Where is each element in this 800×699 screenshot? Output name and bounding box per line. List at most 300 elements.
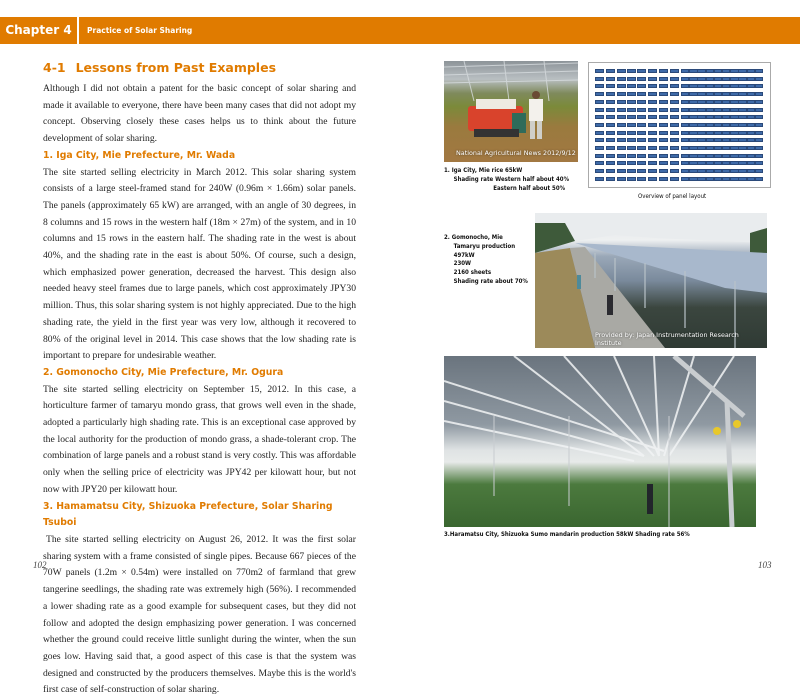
panel-west: [637, 177, 646, 181]
panel-east: [681, 146, 689, 150]
panel-east: [722, 161, 730, 165]
banner-divider: [77, 17, 79, 44]
panel-west: [617, 84, 626, 88]
panel-east: [697, 177, 705, 181]
panel-east: [714, 100, 722, 104]
panel-east: [722, 84, 730, 88]
panel-west: [637, 169, 646, 173]
panel-west: [595, 115, 604, 119]
caption-line: 230W: [453, 260, 472, 268]
panel-east: [681, 77, 689, 81]
panel-east: [706, 69, 714, 73]
panel-west: [637, 84, 646, 88]
panel-east: [689, 177, 697, 181]
panel-west: [617, 100, 626, 104]
panel-east: [697, 161, 705, 165]
panel-west: [617, 161, 626, 165]
panel-west: [595, 146, 604, 150]
panel-west: [659, 131, 668, 135]
panel-west: [648, 154, 657, 158]
panel-east: [706, 92, 714, 96]
panel-west: [595, 69, 604, 73]
panel-west: [617, 154, 626, 158]
panel-west: [637, 92, 646, 96]
panel-west: [659, 84, 668, 88]
panel-east: [738, 92, 746, 96]
panel-east: [697, 108, 705, 112]
panel-east: [755, 77, 763, 81]
panel-east: [738, 131, 746, 135]
panel-east: [738, 154, 746, 158]
panel-west: [670, 154, 679, 158]
panel-east: [681, 100, 689, 104]
panel-east: [681, 115, 689, 119]
panel-west: [606, 92, 615, 96]
panel-west: [670, 108, 679, 112]
panel-west: [659, 138, 668, 142]
panel-east: [738, 169, 746, 173]
caption-line: 1. Iga City, Mie rice 65kW: [444, 167, 523, 174]
panel-east: [738, 146, 746, 150]
panel-west: [659, 92, 668, 96]
panel-east: [730, 169, 738, 173]
page-number-right: 103: [758, 560, 772, 570]
panel-west: [617, 77, 626, 81]
panel-west: [606, 169, 615, 173]
panel-west: [627, 115, 636, 119]
panel-east: [706, 169, 714, 173]
panel-west: [670, 146, 679, 150]
panel-west: [637, 100, 646, 104]
panel-east: [697, 138, 705, 142]
panel-east: [722, 123, 730, 127]
panel-east: [747, 131, 755, 135]
panel-east: [697, 77, 705, 81]
panel-east: [730, 161, 738, 165]
panel-west: [637, 146, 646, 150]
panel-east: [747, 154, 755, 158]
panel-west: [670, 177, 679, 181]
panel-east: [730, 146, 738, 150]
panel-west: [595, 108, 604, 112]
panel-west: [648, 115, 657, 119]
panel-east: [681, 123, 689, 127]
panel-west: [627, 92, 636, 96]
panel-west: [637, 77, 646, 81]
panel-east: [747, 92, 755, 96]
panel-east: [706, 177, 714, 181]
panel-east: [681, 131, 689, 135]
case-heading: 3. Hamamatsu City, Shizuoka Prefecture, Solar Sharing Tsuboi: [43, 500, 333, 529]
panel-east: [706, 100, 714, 104]
panel-west: [670, 77, 679, 81]
panel-west: [648, 92, 657, 96]
panel-west: [659, 161, 668, 165]
panel-west: [637, 161, 646, 165]
panel-east: [722, 92, 730, 96]
panel-east: [738, 138, 746, 142]
panel-west: [606, 131, 615, 135]
panel-west: [648, 108, 657, 112]
panel-east: [697, 131, 705, 135]
panel-east: [681, 169, 689, 173]
panel-east: [706, 138, 714, 142]
panel-west: [617, 69, 626, 73]
panel-west: [670, 169, 679, 173]
panel-west: [617, 131, 626, 135]
panel-west: [670, 138, 679, 142]
panel-east: [747, 100, 755, 104]
panel-west: [627, 69, 636, 73]
panel-west: [648, 123, 657, 127]
panel-east: [681, 108, 689, 112]
panel-east: [697, 146, 705, 150]
panel-east: [755, 69, 763, 73]
panel-west: [659, 108, 668, 112]
panel-east: [706, 154, 714, 158]
photo-hamamatsu-drawing: [444, 356, 756, 527]
panel-east: [755, 84, 763, 88]
case-heading: 1. Iga City, Mie Prefecture, Mr. Wada: [43, 149, 236, 161]
panel-west: [595, 100, 604, 104]
panel-east: [747, 123, 755, 127]
panel-west: [606, 177, 615, 181]
case-body: The site started selling electricity on September 15, 2012. In this case, a horticulture farmer of tamaryu mondo grass, that grows well even in the shade, adopted a particularly high shading rate. This is an exceptional case approved by the local authority for the production of mondo grass, a shade-tolerant crop. The combination of large panels and a robust stand is very costly. This was affordable only when the selling price of electricity was JPY42 per kilowatt hour, but not now with JPY20 per kilowatt hour.: [43, 383, 356, 495]
panel-east: [714, 177, 722, 181]
section-title: Lessons from Past Examples: [75, 60, 277, 75]
panel-west: [627, 77, 636, 81]
panel-east: [681, 177, 689, 181]
photo-gomonocho: [535, 213, 767, 348]
panel-east: [689, 69, 697, 73]
panel-west: [659, 69, 668, 73]
panel-east: [681, 161, 689, 165]
panel-east: [755, 138, 763, 142]
panel-east: [738, 123, 746, 127]
panel-west: [670, 84, 679, 88]
panel-west: [648, 131, 657, 135]
section-number: 4-1: [43, 60, 66, 75]
photo-iga-city: [444, 61, 578, 162]
panel-east: [697, 115, 705, 119]
caption-fig2: [444, 234, 528, 287]
panel-west: [606, 115, 615, 119]
panel-east: [714, 161, 722, 165]
panel-west: [659, 154, 668, 158]
panel-east: [722, 138, 730, 142]
panel-west: [670, 69, 679, 73]
panel-west: [627, 177, 636, 181]
panel-east: [714, 84, 722, 88]
panel-east: [689, 146, 697, 150]
panel-east: [722, 108, 730, 112]
panel-west: [606, 77, 615, 81]
panel-east: [722, 77, 730, 81]
panel-east: [738, 69, 746, 73]
panel-east: [689, 77, 697, 81]
panel-east: [689, 115, 697, 119]
panel-east: [755, 123, 763, 127]
panel-west: [627, 131, 636, 135]
panel-east: [706, 123, 714, 127]
panel-west: [648, 138, 657, 142]
chapter-banner: [0, 17, 800, 44]
panel-east: [730, 115, 738, 119]
panel-west: [595, 169, 604, 173]
panel-west: [606, 146, 615, 150]
panel-east: [730, 100, 738, 104]
photo-credit-jiri: Provided by: Japan Instrumentation Research Institute: [595, 331, 739, 347]
panel-west: [659, 100, 668, 104]
panel-west: [627, 138, 636, 142]
panel-west: [648, 161, 657, 165]
panel-east: [730, 154, 738, 158]
panel-east: [722, 146, 730, 150]
panel-west: [617, 92, 626, 96]
photo-credit-news: National Agricultural News 2012/9/12: [456, 149, 576, 157]
panel-east: [755, 161, 763, 165]
panel-east: [755, 154, 763, 158]
caption-line: 2. Gomonocho, Mie: [444, 234, 503, 241]
panel-east: [697, 84, 705, 88]
panel-west: [617, 108, 626, 112]
panel-west: [595, 92, 604, 96]
panel-west: [627, 100, 636, 104]
panel-east: [689, 138, 697, 142]
panel-west: [637, 123, 646, 127]
intro-paragraph: Although I did not obtain a patent for the basic concept of solar sharing and made it available to everyone, there have been many cases that did not adopt my concept. Observing closely these cases helps us to think about the future development of solar sharing.: [43, 83, 356, 145]
panel-west: [670, 131, 679, 135]
panel-east: [697, 69, 705, 73]
case-heading: 2. Gomonocho City, Mie Prefecture, Mr. Ogura: [43, 366, 284, 378]
photo-iga-city-drawing: [444, 61, 578, 162]
panel-west: [670, 115, 679, 119]
panel-west: [627, 108, 636, 112]
panel-east: [706, 146, 714, 150]
chapter-label: Chapter 4: [5, 23, 72, 37]
panel-west: [670, 161, 679, 165]
panel-west: [606, 154, 615, 158]
caption-line: Eastern half about 50%: [493, 184, 566, 192]
panel-east: [747, 84, 755, 88]
panel-west: [659, 177, 668, 181]
panel-east: [714, 108, 722, 112]
panel-east: [747, 177, 755, 181]
panel-east: [722, 115, 730, 119]
panel-west: [617, 177, 626, 181]
panel-east: [681, 69, 689, 73]
panel-west: [637, 69, 646, 73]
caption-panel-layout: Overview of panel layout: [638, 193, 707, 200]
panel-east: [714, 131, 722, 135]
panel-west: [637, 115, 646, 119]
panel-east: [714, 169, 722, 173]
panel-east: [730, 138, 738, 142]
panel-east: [697, 154, 705, 158]
panel-east: [689, 123, 697, 127]
panel-west: [606, 123, 615, 127]
panel-east: [730, 84, 738, 88]
panel-west: [595, 123, 604, 127]
caption-line: Tamaryu production: [453, 242, 516, 250]
panel-east: [747, 169, 755, 173]
panel-west: [627, 154, 636, 158]
panel-east: [722, 154, 730, 158]
panel-west: [617, 123, 626, 127]
panel-east: [747, 77, 755, 81]
panel-west: [627, 146, 636, 150]
panel-west: [659, 115, 668, 119]
panel-east: [747, 115, 755, 119]
page-number-left: 102: [33, 560, 47, 570]
case-body: The site started selling electricity in March 2012. This solar sharing system consists of a large steel-framed stand for 240W (0.96m × 1.66m) solar panels. The panels (approximately 65 kW) are arranged, with an angle of 30 degrees, in 8 columns and 15 rows in the western half (18m × 27m) of the system, and in 10 columns and 15 rows in the eastern half. The shading rate in the west is about 40%, and the shading rate in the east is about 50%. Of course, such a design, which emphasized power generation, decreased the harvest. This design also needed heavy steel frames due to large panels, which cost approximately JPY30 million. Thus, this solar sharing system is not highly appreciated. Due to the high shading rate, the yield in the first year was very low, although it recovered to 80% of the original level in 2014. This case shows that the low shading rate is important to prepare for undesirable weather.: [43, 166, 356, 362]
panel-east: [755, 131, 763, 135]
panel-west: [606, 100, 615, 104]
panel-east: [689, 84, 697, 88]
panel-west: [617, 115, 626, 119]
panel-west: [648, 177, 657, 181]
panel-east: [697, 92, 705, 96]
panel-west: [648, 84, 657, 88]
panel-west: [670, 100, 679, 104]
panel-east: [722, 177, 730, 181]
panel-east: [722, 169, 730, 173]
panel-west: [606, 108, 615, 112]
panel-east: [730, 77, 738, 81]
case-body: The site started selling electricity on August 26, 2012. It was the first solar sharing system with a frame consisted of single pipes. Because 667 pieces of the 70W panels (1.2m × 0.54m) were installed on 770m2 of farmland that grew tangerine seedlings, the shading rate was extremely high (56%). I recommended a lower shading rate as a good example for subsequent cases, but they did not follow and adopted the design emphasizing power generation. I was concerned whether the ground could receive little sunlight during the winter, when the sun goes low. Having said that, a good aspect of this case is that the system was designed and constructed by the producers themselves. Maybe this is the world's first case of self-construction of solar sharing.: [43, 533, 356, 696]
panel-east: [714, 69, 722, 73]
panel-east: [738, 177, 746, 181]
caption-fig1: [444, 167, 569, 193]
panel-west: [637, 138, 646, 142]
caption-line: Shading rate Western half about 40%: [453, 175, 570, 183]
panel-east: [738, 77, 746, 81]
panel-east: [755, 169, 763, 173]
panel-west: [637, 154, 646, 158]
photo-hamamatsu: [444, 356, 756, 527]
panel-west: [648, 146, 657, 150]
caption-fig3: 3.Haramatsu City, Shizuoka Sumo mandarin production 58kW Shading rate 56%: [444, 531, 690, 538]
caption-line: 2160 sheets: [453, 269, 492, 277]
panel-east: [755, 108, 763, 112]
panel-east: [714, 146, 722, 150]
panel-west: [595, 84, 604, 88]
panel-east: [747, 108, 755, 112]
panel-east: [755, 92, 763, 96]
panel-west: [595, 131, 604, 135]
caption-line: Shading rate about 70%: [453, 277, 528, 285]
panel-east: [689, 100, 697, 104]
panel-east: [714, 115, 722, 119]
panel-east: [706, 115, 714, 119]
panel-east: [706, 131, 714, 135]
panel-east: [689, 154, 697, 158]
panel-east: [730, 131, 738, 135]
panel-east: [681, 138, 689, 142]
panel-east: [722, 69, 730, 73]
panel-east: [730, 177, 738, 181]
panel-east: [689, 108, 697, 112]
panel-east: [738, 108, 746, 112]
panel-west: [670, 92, 679, 96]
panel-east: [747, 138, 755, 142]
panel-west: [637, 108, 646, 112]
panel-west: [627, 84, 636, 88]
panel-east: [706, 84, 714, 88]
chapter-subtitle: Practice of Solar Sharing: [87, 26, 193, 35]
panel-east: [714, 123, 722, 127]
panel-east: [730, 69, 738, 73]
panel-west: [648, 77, 657, 81]
panel-east: [738, 84, 746, 88]
panel-east: [697, 169, 705, 173]
panel-west: [659, 146, 668, 150]
panel-east: [706, 161, 714, 165]
panel-west: [637, 131, 646, 135]
panel-west: [627, 169, 636, 173]
panel-west: [606, 161, 615, 165]
panel-east: [714, 154, 722, 158]
panel-west: [670, 123, 679, 127]
panel-east: [681, 84, 689, 88]
panel-west: [627, 123, 636, 127]
panel-west: [648, 69, 657, 73]
panel-east: [714, 92, 722, 96]
panel-east: [697, 100, 705, 104]
panel-west: [595, 177, 604, 181]
panel-east: [689, 169, 697, 173]
panel-east: [755, 146, 763, 150]
panel-west: [659, 77, 668, 81]
panel-west: [617, 146, 626, 150]
panel-east: [722, 131, 730, 135]
panel-layout-diagram: [588, 62, 771, 188]
panel-east: [755, 177, 763, 181]
panel-east: [681, 92, 689, 96]
panel-west: [659, 169, 668, 173]
panel-east: [689, 161, 697, 165]
panel-west: [595, 154, 604, 158]
panel-west: [606, 84, 615, 88]
panel-east: [755, 100, 763, 104]
panel-west: [627, 161, 636, 165]
panel-west: [648, 100, 657, 104]
panel-west: [617, 138, 626, 142]
panel-east: [738, 100, 746, 104]
panel-west: [648, 169, 657, 173]
panel-west: [595, 161, 604, 165]
panel-east: [714, 138, 722, 142]
panel-east: [697, 123, 705, 127]
panel-west: [617, 169, 626, 173]
panel-west: [595, 138, 604, 142]
panel-east: [689, 92, 697, 96]
panel-east: [747, 69, 755, 73]
photo-gomonocho-drawing: [535, 213, 767, 348]
panel-east: [730, 123, 738, 127]
left-column: [43, 60, 356, 699]
caption-line: 497kW: [453, 251, 475, 259]
panel-east: [722, 100, 730, 104]
panel-east: [738, 161, 746, 165]
panel-west: [595, 77, 604, 81]
panel-east: [706, 77, 714, 81]
panel-east: [747, 161, 755, 165]
panel-east: [681, 154, 689, 158]
panel-east: [706, 108, 714, 112]
panel-east: [730, 108, 738, 112]
section-heading: [43, 60, 356, 75]
